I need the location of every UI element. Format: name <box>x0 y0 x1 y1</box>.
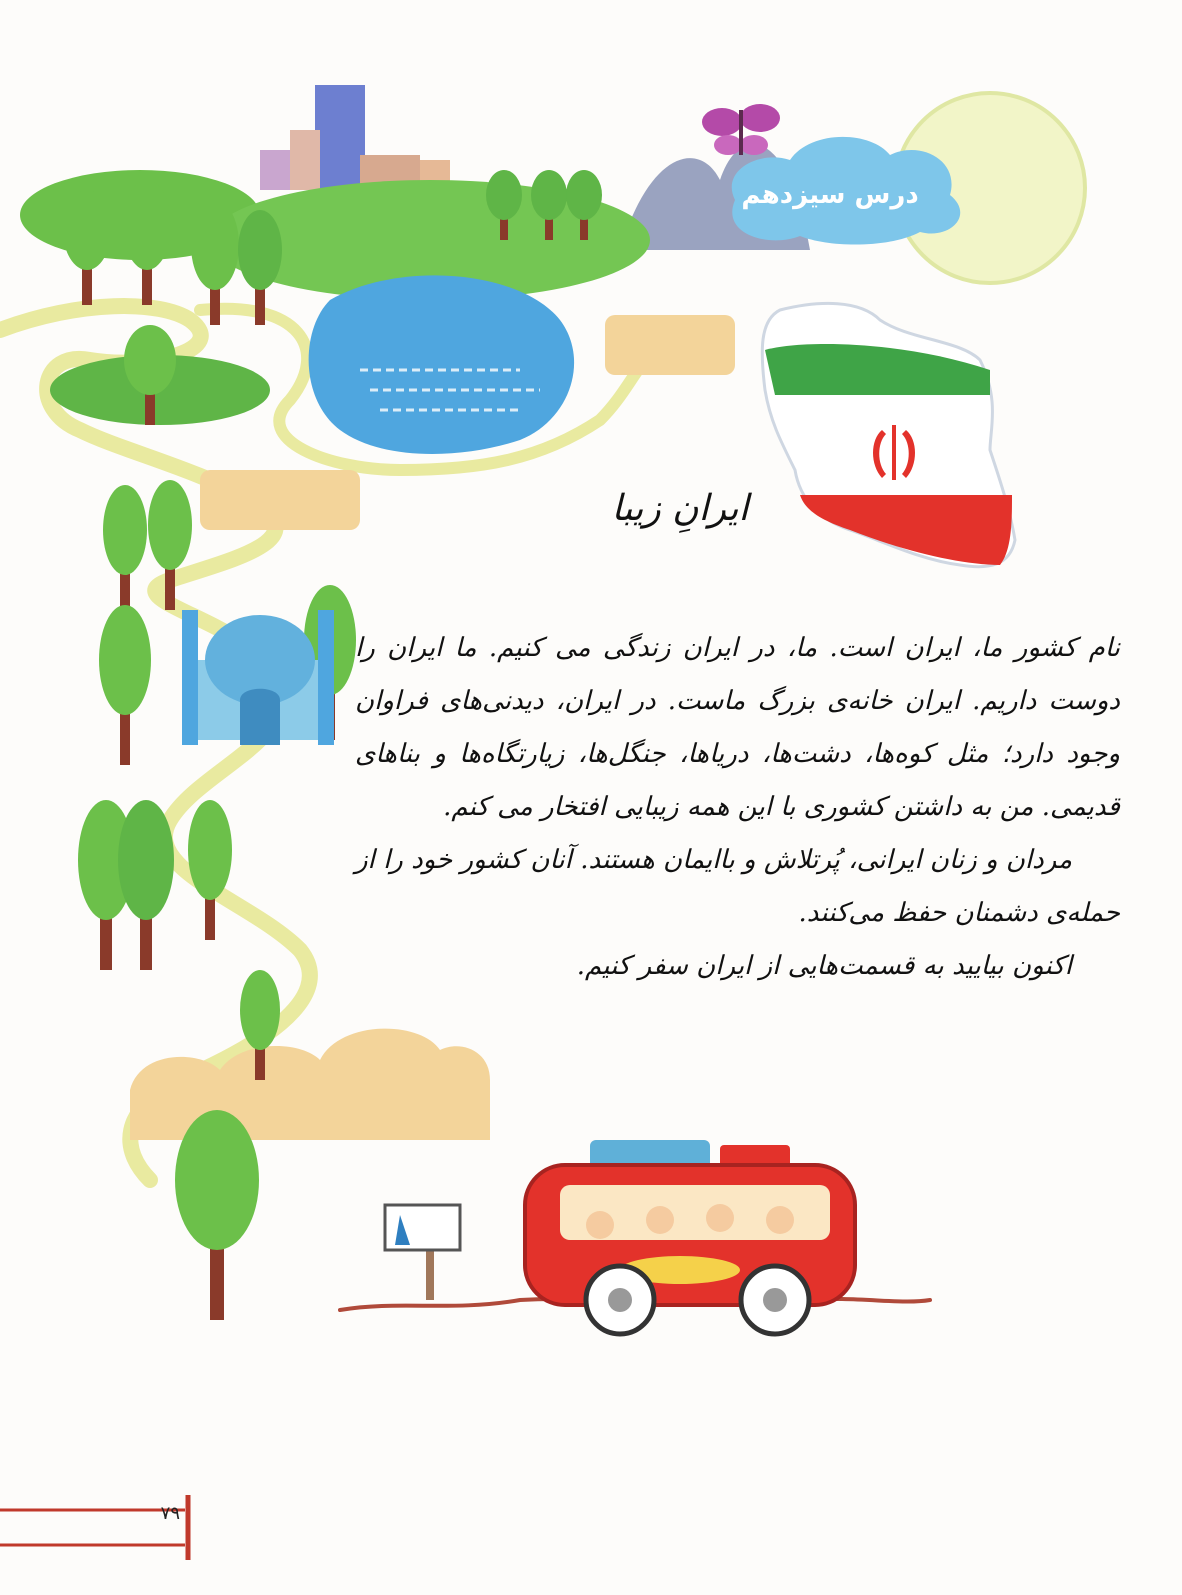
lesson-body <box>355 622 1120 993</box>
lesson-label: درس سیزدهم <box>741 180 919 210</box>
page-title: ایرانِ زیبا <box>611 488 749 529</box>
paragraph: نام کشور ما، ایران است. ما، در ایران زندگی می کنیم. ما ایران را دوست داریم. ایران خانه‌ی بزرگ ماست. در ایران، دیدنی‌های فراوان وجود دارد؛ مثل کوه‌ها، دشت‌ها، دریاها، جنگل‌ها، زیارتگاه‌ها و بناهای قدیمی. من به داشتن کشوری با این همه زیبایی افتخار می کنم. <box>355 633 1120 822</box>
iran-map-icon <box>762 303 1015 566</box>
road-sign-icon <box>385 1205 460 1300</box>
butterfly-icon <box>702 104 780 155</box>
adobe-house <box>200 470 360 530</box>
bus-icon <box>525 1140 855 1334</box>
lake <box>309 275 574 454</box>
page-number: ۷۹ <box>160 1503 180 1524</box>
adobe-village <box>130 1029 490 1140</box>
adobe-house-2 <box>605 315 735 375</box>
paragraph: مردان و زنان ایرانی، پُرتلاش و باایمان هستند. آنان کشور خود را از حمله‌ی دشمنان حفظ می‌کنند. <box>355 845 1120 928</box>
city-buildings <box>260 85 450 195</box>
paragraph: اکنون بیایید به قسمت‌هایی از ایران سفر کنیم. <box>576 951 1072 981</box>
